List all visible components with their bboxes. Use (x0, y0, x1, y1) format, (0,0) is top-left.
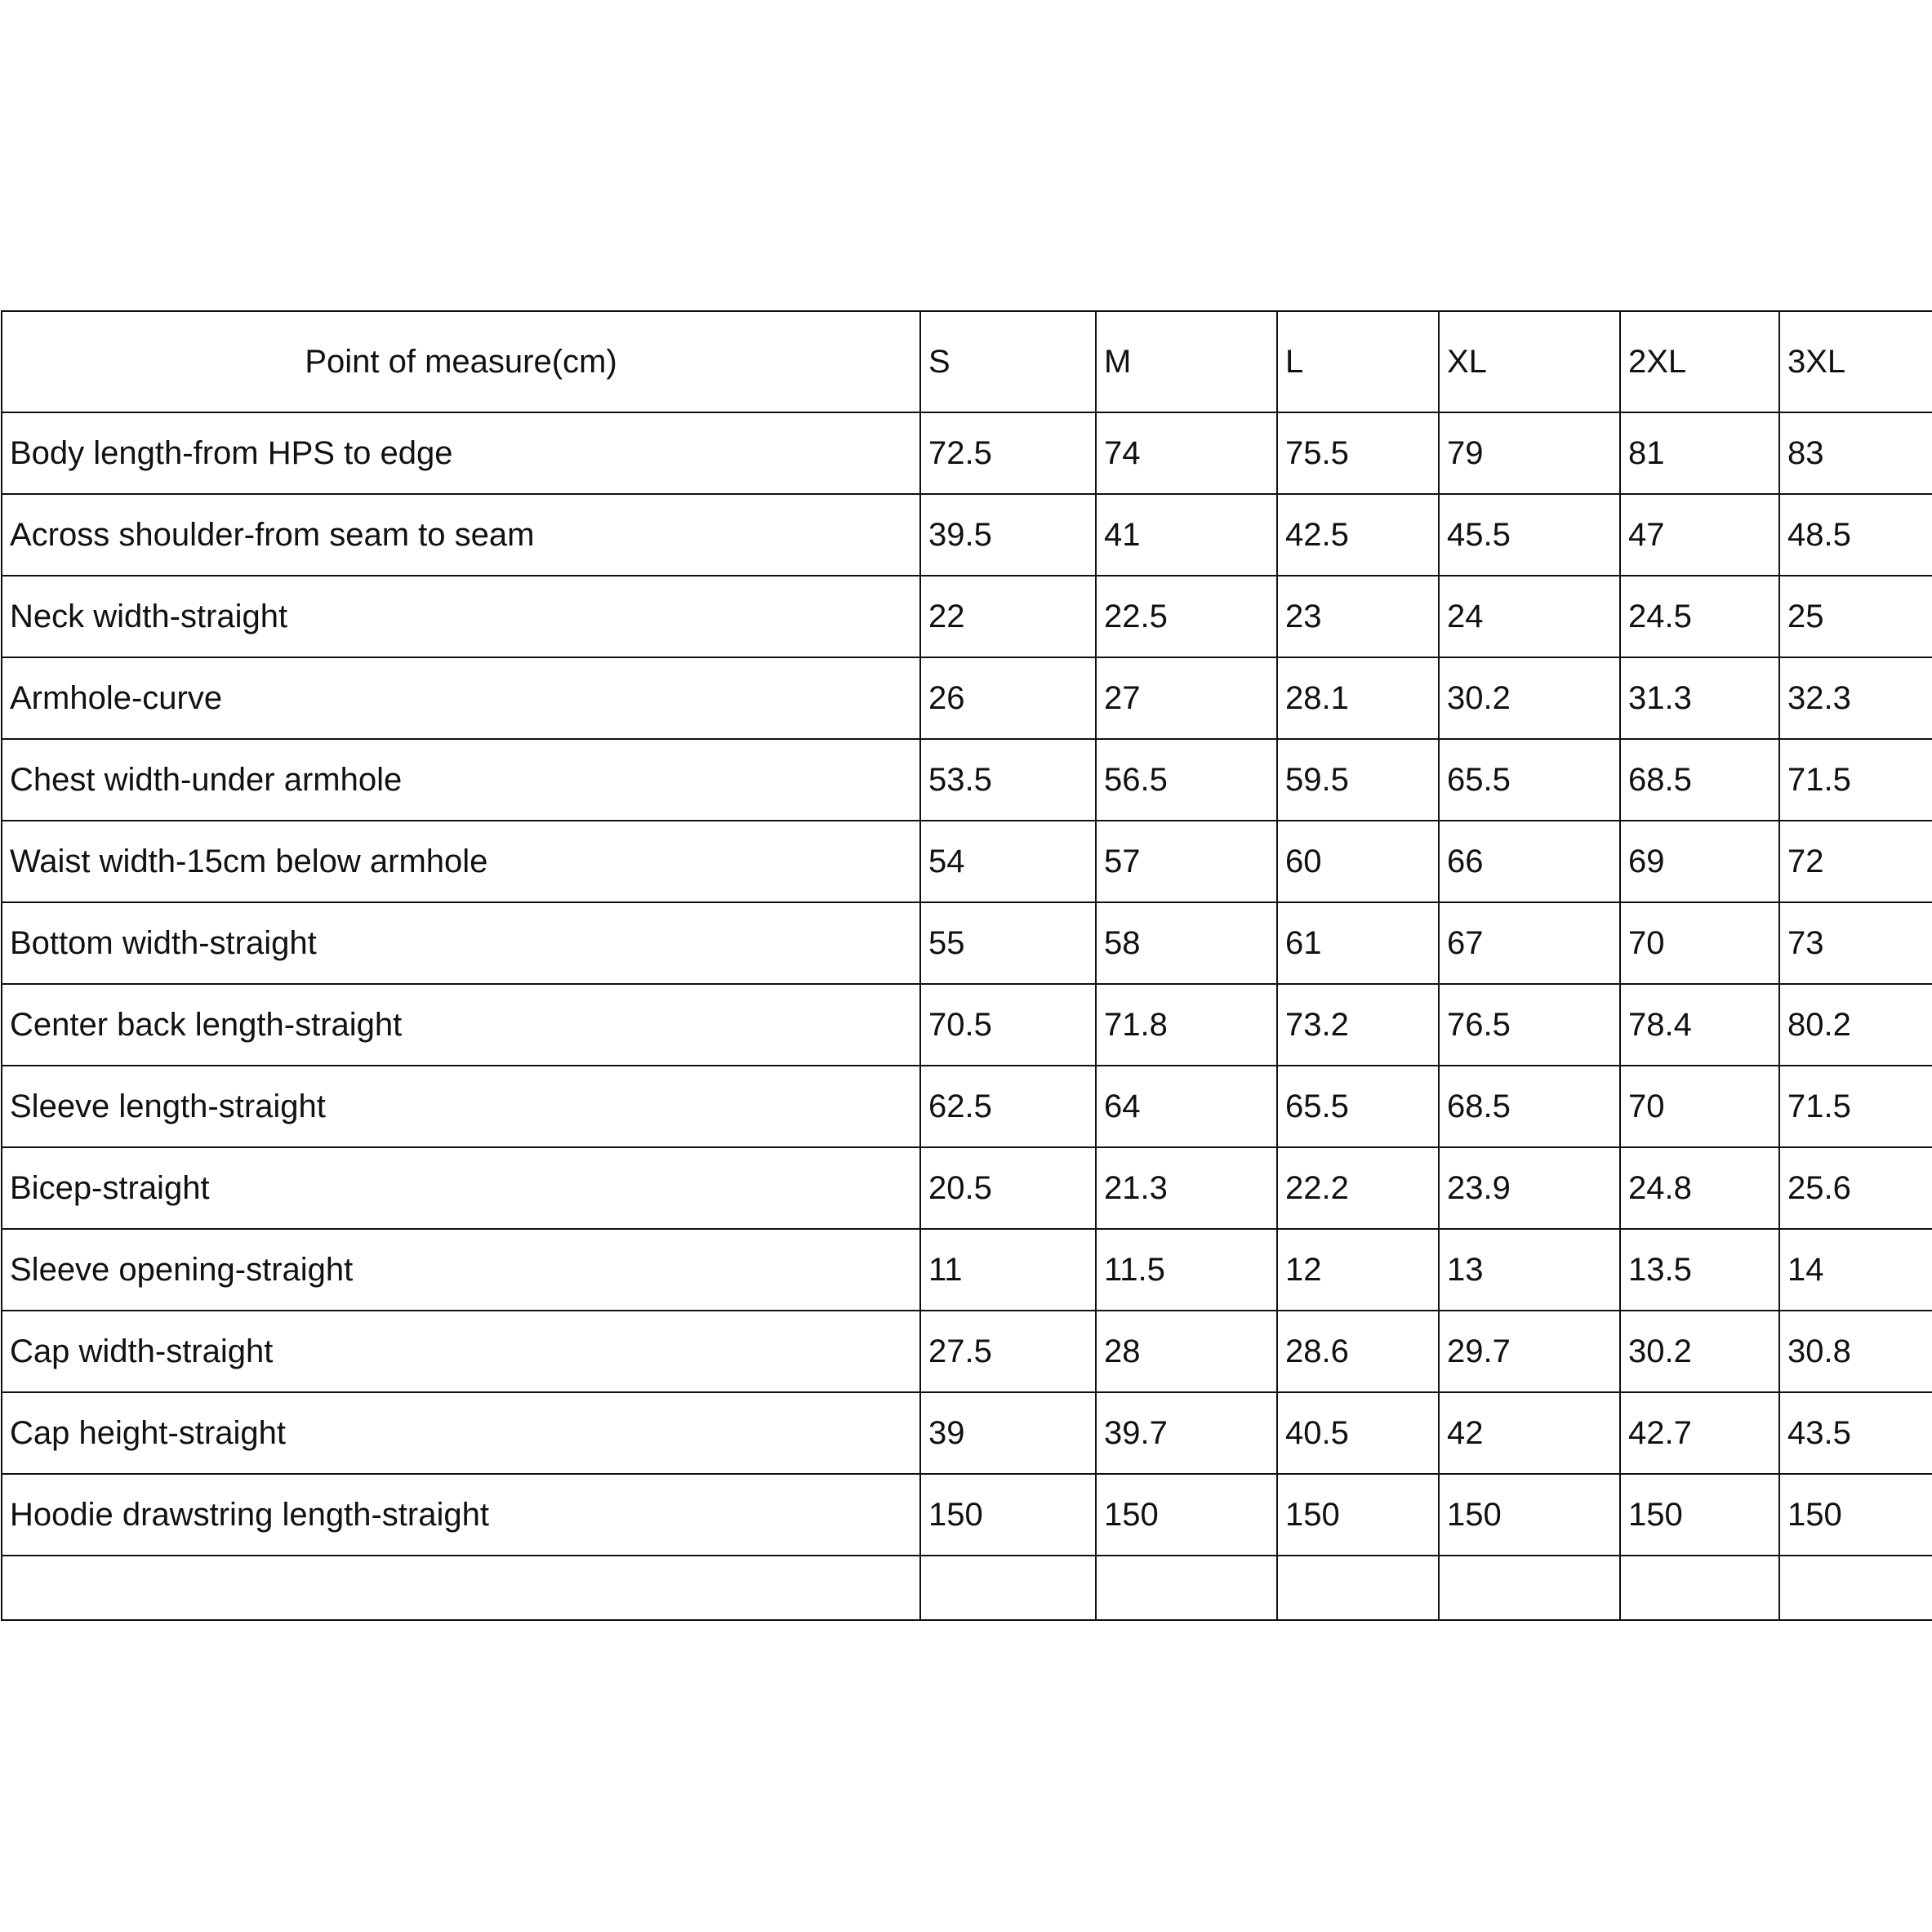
measure-value-s: 54 (920, 821, 1096, 902)
table-row (2, 739, 1932, 821)
measure-value-3xl: 72 (1779, 821, 1932, 902)
table-row (2, 494, 1932, 576)
measure-value-m: 64 (1096, 1066, 1277, 1147)
table-row (2, 1392, 1932, 1474)
measure-value-l: 12 (1277, 1229, 1439, 1311)
measure-value-m: 21.3 (1096, 1147, 1277, 1229)
measure-value-2xl: 150 (1620, 1474, 1779, 1556)
measure-value-2xl: 78.4 (1620, 984, 1779, 1066)
measure-value-l: 28.1 (1277, 657, 1439, 739)
table-row (2, 821, 1932, 902)
measure-value-l: 61 (1277, 902, 1439, 984)
measure-label: Waist width-15cm below armhole (2, 821, 920, 902)
measure-value-s: 20.5 (920, 1147, 1096, 1229)
measure-value-3xl: 71.5 (1779, 1066, 1932, 1147)
measure-value-s: 27.5 (920, 1311, 1096, 1392)
measure-value-l: 42.5 (1277, 494, 1439, 576)
empty-cell (1439, 1556, 1620, 1620)
measure-value-m: 27 (1096, 657, 1277, 739)
size-chart-body (2, 311, 1932, 1620)
measure-value-l: 60 (1277, 821, 1439, 902)
measure-value-s: 26 (920, 657, 1096, 739)
measure-value-m: 56.5 (1096, 739, 1277, 821)
measure-label: Cap width-straight (2, 1311, 920, 1392)
measure-value-3xl: 14 (1779, 1229, 1932, 1311)
measure-value-s: 11 (920, 1229, 1096, 1311)
measure-value-2xl: 24.8 (1620, 1147, 1779, 1229)
measure-value-m: 71.8 (1096, 984, 1277, 1066)
table-row (2, 1474, 1932, 1556)
measure-label: Sleeve opening-straight (2, 1229, 920, 1311)
measure-label: Bicep-straight (2, 1147, 920, 1229)
measure-value-2xl: 31.3 (1620, 657, 1779, 739)
empty-cell (1096, 1556, 1277, 1620)
measure-label: Sleeve length-straight (2, 1066, 920, 1147)
measure-value-l: 73.2 (1277, 984, 1439, 1066)
measure-value-s: 39.5 (920, 494, 1096, 576)
table-row (2, 1229, 1932, 1311)
size-header-2xl: 2XL (1620, 311, 1779, 412)
table-row (2, 1147, 1932, 1229)
measure-value-l: 150 (1277, 1474, 1439, 1556)
empty-row (2, 1556, 1932, 1620)
measure-value-s: 55 (920, 902, 1096, 984)
measure-value-xl: 24 (1439, 576, 1620, 657)
measure-value-l: 65.5 (1277, 1066, 1439, 1147)
measure-value-m: 150 (1096, 1474, 1277, 1556)
measure-label: Hoodie drawstring length-straight (2, 1474, 920, 1556)
size-header-xl: XL (1439, 311, 1620, 412)
measure-value-xl: 68.5 (1439, 1066, 1620, 1147)
measure-value-2xl: 70 (1620, 902, 1779, 984)
measure-value-m: 58 (1096, 902, 1277, 984)
measure-value-l: 28.6 (1277, 1311, 1439, 1392)
measure-value-xl: 13 (1439, 1229, 1620, 1311)
measure-value-s: 70.5 (920, 984, 1096, 1066)
measure-value-m: 11.5 (1096, 1229, 1277, 1311)
measure-value-3xl: 30.8 (1779, 1311, 1932, 1392)
table-row (2, 902, 1932, 984)
measure-value-xl: 76.5 (1439, 984, 1620, 1066)
measure-value-2xl: 81 (1620, 412, 1779, 494)
measure-value-xl: 29.7 (1439, 1311, 1620, 1392)
measure-value-2xl: 68.5 (1620, 739, 1779, 821)
measure-value-2xl: 47 (1620, 494, 1779, 576)
measure-label: Body length-from HPS to edge (2, 412, 920, 494)
measure-value-3xl: 71.5 (1779, 739, 1932, 821)
measure-label: Cap height-straight (2, 1392, 920, 1474)
measure-value-2xl: 24.5 (1620, 576, 1779, 657)
measure-value-2xl: 70 (1620, 1066, 1779, 1147)
measure-value-m: 28 (1096, 1311, 1277, 1392)
header-row (2, 311, 1932, 412)
measure-value-s: 22 (920, 576, 1096, 657)
measure-label: Bottom width-straight (2, 902, 920, 984)
measure-value-3xl: 150 (1779, 1474, 1932, 1556)
measure-value-xl: 30.2 (1439, 657, 1620, 739)
size-chart-table (1, 310, 1932, 1621)
measure-value-xl: 67 (1439, 902, 1620, 984)
measure-value-m: 74 (1096, 412, 1277, 494)
table-row (2, 576, 1932, 657)
measure-value-l: 23 (1277, 576, 1439, 657)
measure-value-s: 53.5 (920, 739, 1096, 821)
measure-value-3xl: 80.2 (1779, 984, 1932, 1066)
measure-value-m: 41 (1096, 494, 1277, 576)
measure-label: Center back length-straight (2, 984, 920, 1066)
measure-value-3xl: 43.5 (1779, 1392, 1932, 1474)
empty-cell (1620, 1556, 1779, 1620)
measure-value-m: 22.5 (1096, 576, 1277, 657)
point-of-measure-header: Point of measure(cm) (2, 311, 920, 412)
table-row (2, 657, 1932, 739)
measure-label: Across shoulder-from seam to seam (2, 494, 920, 576)
measure-label: Chest width-under armhole (2, 739, 920, 821)
measure-value-m: 39.7 (1096, 1392, 1277, 1474)
measure-value-l: 75.5 (1277, 412, 1439, 494)
measure-label: Neck width-straight (2, 576, 920, 657)
measure-value-3xl: 73 (1779, 902, 1932, 984)
measure-value-xl: 150 (1439, 1474, 1620, 1556)
measure-value-s: 150 (920, 1474, 1096, 1556)
measure-value-s: 72.5 (920, 412, 1096, 494)
measure-value-3xl: 48.5 (1779, 494, 1932, 576)
size-header-m: M (1096, 311, 1277, 412)
table-row (2, 1311, 1932, 1392)
measure-value-xl: 23.9 (1439, 1147, 1620, 1229)
size-header-3xl: 3XL (1779, 311, 1932, 412)
empty-cell (1779, 1556, 1932, 1620)
empty-cell (920, 1556, 1096, 1620)
measure-value-l: 59.5 (1277, 739, 1439, 821)
measure-label: Armhole-curve (2, 657, 920, 739)
measure-value-2xl: 42.7 (1620, 1392, 1779, 1474)
size-header-s: S (920, 311, 1096, 412)
measure-value-xl: 66 (1439, 821, 1620, 902)
table-row (2, 412, 1932, 494)
measure-value-3xl: 83 (1779, 412, 1932, 494)
measure-value-xl: 65.5 (1439, 739, 1620, 821)
size-header-l: L (1277, 311, 1439, 412)
measure-value-xl: 79 (1439, 412, 1620, 494)
measure-value-xl: 42 (1439, 1392, 1620, 1474)
table-row (2, 984, 1932, 1066)
measure-value-l: 40.5 (1277, 1392, 1439, 1474)
measure-value-l: 22.2 (1277, 1147, 1439, 1229)
measure-value-s: 39 (920, 1392, 1096, 1474)
measure-value-xl: 45.5 (1439, 494, 1620, 576)
measure-value-m: 57 (1096, 821, 1277, 902)
measure-value-s: 62.5 (920, 1066, 1096, 1147)
measure-value-2xl: 69 (1620, 821, 1779, 902)
measure-value-2xl: 30.2 (1620, 1311, 1779, 1392)
measure-value-2xl: 13.5 (1620, 1229, 1779, 1311)
measure-value-3xl: 32.3 (1779, 657, 1932, 739)
empty-cell (1277, 1556, 1439, 1620)
measure-value-3xl: 25.6 (1779, 1147, 1932, 1229)
empty-cell (2, 1556, 920, 1620)
measure-value-3xl: 25 (1779, 576, 1932, 657)
table-row (2, 1066, 1932, 1147)
